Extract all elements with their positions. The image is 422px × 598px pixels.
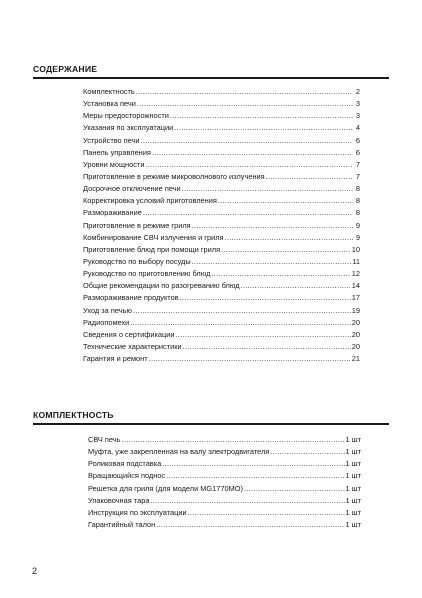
kit-item-label: Роликовая подставка (88, 459, 162, 469)
dot-leader (192, 256, 352, 268)
kit-item-label: Муфта, уже закрепленная на валу электродвигателя (88, 447, 270, 457)
dot-leader (270, 446, 344, 458)
toc-item (83, 122, 360, 134)
toc-item-page-number: 19 (351, 305, 360, 315)
dot-leader (221, 244, 351, 256)
dot-leader (218, 195, 353, 207)
toc-item-label: Установка печи (83, 99, 136, 109)
kit-title: КОМПЛЕКТНОСТЬ (33, 410, 114, 420)
toc-item-page-number: 3 (355, 111, 360, 121)
toc-item-label: Приготовление в режиме микроволнового излучения (83, 171, 265, 181)
toc-item-page-number: 20 (351, 317, 360, 327)
kit-item (88, 446, 361, 458)
dot-leader (180, 292, 351, 304)
toc-item (83, 329, 360, 341)
dot-leader (174, 122, 353, 134)
dot-leader (130, 317, 350, 329)
dot-leader (244, 483, 345, 495)
kit-item (88, 519, 361, 531)
toc-item (83, 305, 360, 317)
kit-item-quantity: 1 шт (345, 435, 361, 444)
kit-item-label: Инструкция по эксплуатации (88, 507, 187, 517)
dot-leader (170, 110, 353, 122)
kit-item-quantity: 1 шт (345, 483, 361, 493)
kit-item (88, 458, 361, 470)
toc-item-page-number: 6 (355, 147, 360, 157)
toc-item-label: Панель управления (83, 147, 151, 157)
toc-item (83, 98, 360, 110)
toc-item (83, 207, 360, 219)
kit-item-label: Упаковочная тара (88, 495, 150, 505)
dot-leader (149, 353, 351, 365)
toc-item (83, 220, 360, 232)
toc-item (83, 292, 360, 304)
toc-item-page-number: 2 (355, 87, 360, 96)
toc-item-page-number: 3 (355, 99, 360, 109)
dot-leader (156, 519, 344, 531)
kit-item-quantity: 1 шт (345, 495, 361, 505)
toc-item-page-number: 21 (351, 354, 360, 364)
kit-item-quantity: 1 шт (345, 507, 361, 517)
dot-leader (241, 280, 351, 292)
toc-title: СОДЕРЖАНИЕ (33, 64, 98, 74)
dot-leader (162, 458, 344, 470)
dot-leader (183, 341, 351, 353)
toc-item-page-number: 8 (355, 196, 360, 206)
toc-item (83, 147, 360, 159)
toc-item-label: Размораживание (83, 208, 142, 218)
dot-leader (145, 159, 353, 171)
kit-item (88, 483, 361, 495)
toc-item-label: Руководство по выбору посуды (83, 256, 191, 266)
kit-item-quantity: 1 шт (345, 519, 361, 529)
dot-leader (136, 86, 353, 98)
toc-item-label: Сведения о сертификации (83, 329, 175, 339)
toc-item (83, 110, 360, 122)
toc-item-page-number: 10 (351, 244, 360, 254)
dot-leader (121, 434, 344, 446)
toc-item-page-number: 4 (355, 123, 360, 133)
kit-item-quantity: 1 шт (345, 447, 361, 457)
toc-item (83, 256, 360, 268)
toc-item-label: Уровни мощности (83, 159, 145, 169)
toc-item-label: Устройство печи (83, 135, 140, 145)
toc-item-page-number: 12 (351, 269, 360, 279)
dot-leader (137, 98, 353, 110)
dot-leader (150, 495, 344, 507)
kit-item-label: Решетка для гриля (для модели MG1770MO) (88, 483, 243, 493)
kit-item-label: СВЧ печь (88, 435, 121, 444)
toc-item (83, 86, 360, 98)
toc-item-page-number: 14 (351, 281, 360, 291)
toc-item-page-number: 11 (352, 256, 360, 266)
kit-item (88, 434, 361, 446)
toc-item-label: Приготовление блюд при помощи гриля (83, 244, 221, 254)
toc-item-label: Размораживание продуктов (83, 293, 179, 303)
toc-item-label: Досрочное отключение печи (83, 184, 181, 194)
toc-item-label: Радиопомехи (83, 317, 130, 327)
dot-leader (211, 268, 350, 280)
toc-item-label: Меры предосторожности (83, 111, 169, 121)
toc-item-label: Гарантия и ремонт (83, 354, 148, 364)
toc-item (83, 341, 360, 353)
dot-leader (133, 305, 351, 317)
kit-item (88, 495, 361, 507)
toc-item-page-number: 7 (355, 171, 360, 181)
dot-leader (166, 470, 344, 482)
kit-title-rule (33, 423, 389, 425)
dot-leader (152, 147, 353, 159)
toc-item-page-number: 8 (355, 208, 360, 218)
toc-item-page-number: 17 (351, 293, 360, 303)
kit-item-label: Гарантийный талон (88, 519, 156, 529)
toc-item (83, 353, 360, 365)
dot-leader (175, 329, 350, 341)
kit-item (88, 470, 361, 482)
toc-item-label: Общие рекомендации по разогреванию блюд (83, 281, 240, 291)
toc-item-label: Руководство по приготовлению блюд (83, 269, 211, 279)
dot-leader (225, 232, 353, 244)
toc-item (83, 171, 360, 183)
toc-item (83, 268, 360, 280)
toc-item (83, 183, 360, 195)
toc-list (83, 86, 360, 365)
toc-item-label: Уход за печью (83, 305, 132, 315)
toc-item (83, 244, 360, 256)
dot-leader (182, 183, 353, 195)
toc-item-page-number: 8 (355, 184, 360, 194)
page-number: 2 (32, 566, 38, 576)
toc-item-page-number: 9 (355, 232, 360, 242)
toc-item-label: Приготовление в режиме гриля (83, 220, 191, 230)
toc-item (83, 195, 360, 207)
dot-leader (143, 207, 353, 219)
kit-list (88, 434, 361, 531)
toc-item-label: Корректировка условий приготовления (83, 196, 217, 206)
toc-title-rule (33, 77, 389, 79)
dot-leader (192, 220, 353, 232)
toc-item-page-number: 7 (355, 159, 360, 169)
dot-leader (266, 171, 353, 183)
kit-item-label: Вращающийся поднос (88, 471, 166, 481)
toc-item-page-number: 9 (355, 220, 360, 230)
toc-item (83, 135, 360, 147)
toc-item-label: Указания по эксплуатации (83, 123, 174, 133)
toc-item (83, 280, 360, 292)
toc-item (83, 159, 360, 171)
toc-item-label: Комбинирование СВЧ излучения и гриля (83, 232, 224, 242)
toc-item-page-number: 20 (351, 329, 360, 339)
toc-item-page-number: 20 (351, 341, 360, 351)
kit-item-quantity: 1 шт (345, 471, 361, 481)
dot-leader (141, 135, 353, 147)
kit-item-quantity: 1 шт (345, 459, 361, 469)
toc-item (83, 232, 360, 244)
toc-item-page-number: 6 (355, 135, 360, 145)
toc-item-label: Технические характеристики (83, 341, 182, 351)
dot-leader (188, 507, 345, 519)
toc-item-label: Комплектность (83, 87, 135, 96)
kit-item (88, 507, 361, 519)
toc-item (83, 317, 360, 329)
